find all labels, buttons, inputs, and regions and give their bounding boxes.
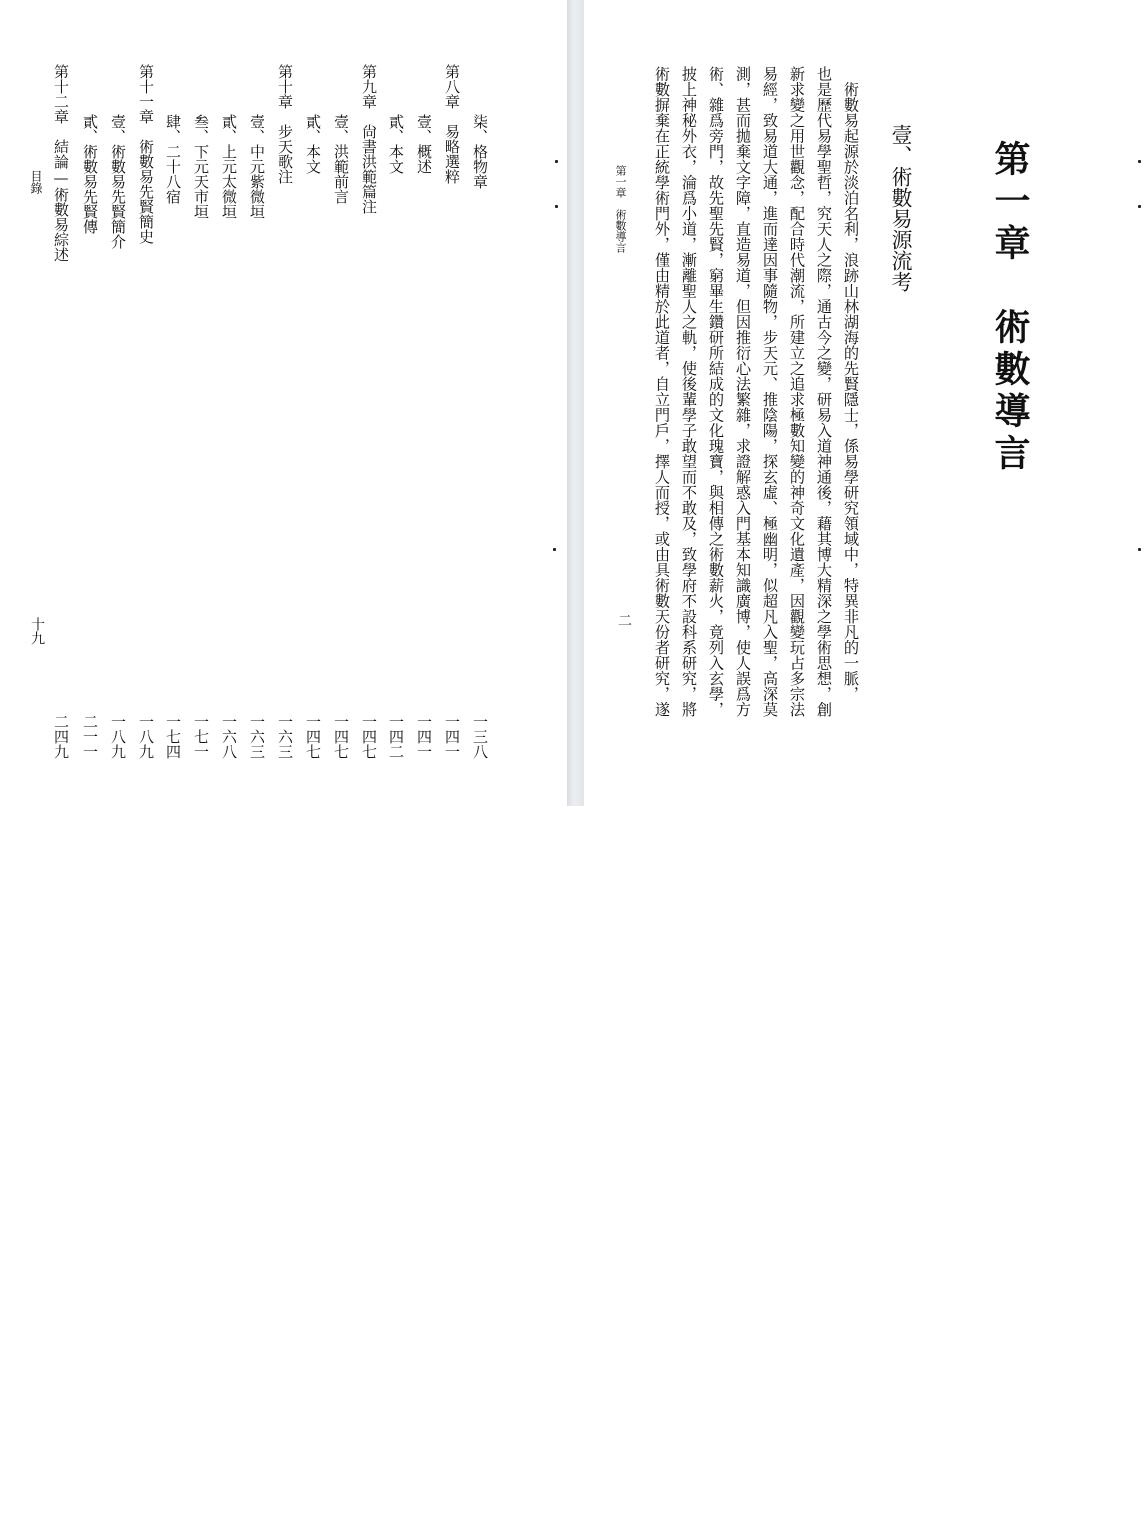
toc-entry-title: 貳、上元太微垣 [220, 114, 238, 219]
toc-chapter-title: 第九章 尙書洪範篇注 [360, 64, 378, 214]
toc-entry-title: 壹、洪範前言 [332, 114, 350, 204]
body-text-column: 術、雜爲旁門，故先聖先賢，窮畢生鑽研所結成的文化瑰寶，與相傳之術數薪火，竟列入玄學， [707, 66, 725, 717]
toc-chapter-title: 第八章 易略選粹 [443, 64, 461, 184]
scan-speck [1138, 205, 1141, 208]
toc-page-number: 二四九 [52, 714, 70, 759]
toc-entry-title: 壹、中元紫微垣 [248, 114, 266, 219]
scan-speck [1138, 548, 1141, 551]
toc-page-number: 二一一 [81, 714, 99, 759]
body-text-column: 術數摒棄在正統學術門外，僅由精於此道者，自立門戶，擇人而授，或由具術數天份者研究，遂 [653, 66, 671, 717]
toc-entry-title: 叁、下元天市垣 [192, 114, 210, 219]
toc-page-number: 一四一 [443, 714, 461, 759]
body-text-column: 術數易起源於淡泊名利，浪跡山林湖海的先賢隱士，係易學研究領域中，特異非凡的一脈， [842, 66, 860, 702]
toc-page-number: 一七四 [164, 714, 182, 759]
scan-speck [553, 548, 556, 551]
toc-chapter-title: 第十二章 結論—術數易綜述 [52, 64, 70, 262]
body-text-column: 測，甚而拋棄文字障，直造易道，但因推衍心法繁雜，求證解惑入門基本知識廣博，使人誤爲方 [734, 66, 752, 717]
toc-entry-title: 肆、二十八宿 [164, 114, 182, 204]
toc-page-number: 一六三 [276, 714, 294, 759]
toc-entry-title: 貳、術數易先賢傳 [81, 114, 99, 234]
toc-page-number: 一三八 [471, 714, 489, 759]
toc-page-number: 一七一 [192, 714, 210, 759]
toc-entry-title: 柒、格物章 [471, 114, 489, 189]
body-text-column: 披上神秘外衣，淪爲小道，漸離聖人之軌，使後輩學子敢望而不敢及，致學府不設科系研究，將 [680, 66, 698, 717]
book-gutter [567, 0, 584, 806]
running-head: 第一章 術數導言 [614, 165, 627, 253]
toc-page-number: 一四七 [332, 714, 350, 759]
folio-label: 目錄 [29, 170, 43, 194]
scan-speck [555, 205, 558, 208]
body-text-column: 也是歷代易學聖哲，究天人之際，通古今之變，研易入道神通後，藉其博大精深之學術思想，創 [815, 66, 833, 717]
toc-page-number: 一四七 [304, 714, 322, 759]
body-text-column: 易經，致易道大通，進而達因事隨物，步天元、推陰陽，探玄虛、極幽明，似超凡入聖，高深莫 [761, 66, 779, 717]
toc-page-number: 一八九 [137, 714, 155, 759]
page-number: 二 [616, 613, 632, 627]
toc-entry-title: 貳、本文 [304, 114, 322, 174]
chapter-title: 第一章 術數導言 [989, 140, 1031, 476]
scan-speck [1138, 160, 1141, 163]
body-text-column: 新求變之用世觀念，配合時代潮流，所建立之追求極數知變的神奇文化遺產，因觀變玩占多宗法 [788, 66, 806, 717]
scan-speck [555, 160, 558, 163]
toc-entry-title: 壹、術數易先賢簡介 [109, 114, 127, 249]
section-title: 壹、術數易源流考 [889, 124, 913, 292]
toc-entry-title: 貳、本文 [387, 114, 405, 174]
toc-chapter-title: 第十章 步天歌注 [276, 64, 294, 184]
toc-page-number: 一四一 [415, 714, 433, 759]
toc-page-number: 一六三 [248, 714, 266, 759]
toc-page-number: 一六八 [220, 714, 238, 759]
toc-page-number: 一八九 [109, 714, 127, 759]
folio-page-number: 十九 [29, 617, 45, 645]
toc-entry-title: 壹、概述 [415, 114, 433, 174]
toc-chapter-title: 第十一章 術數易先賢簡史 [137, 64, 155, 244]
toc-page-number: 一四七 [360, 714, 378, 759]
toc-page-number: 一四二 [387, 714, 405, 759]
